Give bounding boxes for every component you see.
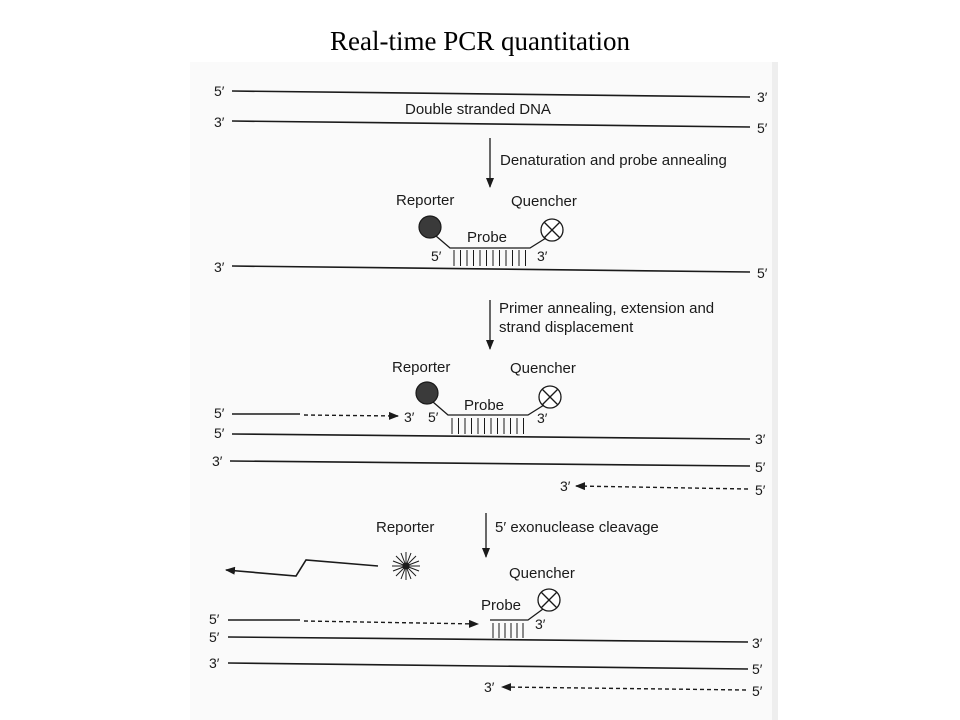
end-label: 3′	[214, 259, 225, 275]
end-label: 3′	[757, 89, 768, 105]
section-primer-extension	[212, 359, 766, 498]
template-strand	[228, 637, 748, 642]
end-label: 3′	[537, 410, 548, 426]
end-label: 5′	[752, 661, 763, 677]
reporter-dye-icon	[419, 216, 441, 238]
step-exonuclease-label: 5′ exonuclease cleavage	[495, 519, 659, 536]
quencher-icon	[538, 589, 560, 611]
end-label: 5′	[755, 482, 766, 498]
step-primer-annealing-label: Primer annealing, extension and	[499, 300, 715, 317]
end-label: 3′	[560, 478, 571, 494]
extension-arrow-icon	[304, 621, 478, 624]
probe-hybridization-ticks	[452, 418, 524, 434]
quencher-label: Quencher	[509, 565, 575, 582]
probe-label: Probe	[464, 397, 505, 414]
end-label: 5′	[752, 683, 763, 699]
end-label: 3′	[755, 431, 766, 447]
quencher-label: Quencher	[511, 193, 577, 210]
double-stranded-dna-label: Double stranded DNA	[405, 101, 551, 118]
end-label: 3′	[212, 453, 223, 469]
end-label: 3′	[209, 655, 220, 671]
reverse-primer-arrow-icon	[502, 687, 746, 690]
probe-hybridization-ticks	[454, 250, 526, 266]
end-label: 5′	[757, 265, 768, 281]
end-label: 5′	[214, 425, 225, 441]
end-label: 5′	[431, 248, 442, 264]
reverse-primer-arrow-icon	[576, 486, 748, 489]
end-label: 3′	[484, 679, 495, 695]
step-denaturation-label: Denaturation and probe annealing	[500, 152, 727, 169]
end-label: 5′	[209, 611, 220, 627]
template-strand	[230, 461, 750, 466]
end-label: 3′	[537, 248, 548, 264]
section-double-stranded-dna	[214, 83, 768, 136]
reporter-dye-icon	[416, 382, 438, 404]
probe-hybridization-ticks	[493, 623, 523, 638]
released-reporter-icon	[392, 552, 420, 580]
dna-strand-bottom	[232, 121, 750, 127]
step-strand-displacement-label: strand displacement	[499, 319, 634, 336]
end-label: 5′	[214, 83, 225, 99]
reporter-label: Reporter	[396, 192, 455, 209]
quencher-icon	[539, 386, 561, 408]
probe-label: Probe	[467, 229, 508, 246]
reporter-label: Reporter	[392, 359, 451, 376]
quencher-label: Quencher	[510, 360, 576, 377]
end-label: 3′	[752, 635, 763, 651]
quencher-icon	[541, 219, 563, 241]
template-strand	[232, 434, 750, 439]
end-label: 5′	[757, 120, 768, 136]
end-label: 3′	[404, 409, 415, 425]
end-label: 3′	[214, 114, 225, 130]
template-strand	[232, 266, 750, 272]
probe-label: Probe	[481, 597, 522, 614]
dna-strand-top	[232, 91, 750, 97]
end-label: 5′	[428, 409, 439, 425]
end-label: 5′	[209, 629, 220, 645]
end-label: 3′	[535, 616, 546, 632]
section-probe-annealing	[214, 192, 768, 281]
released-fragment-arrow-icon	[226, 560, 378, 576]
template-strand	[228, 663, 748, 669]
reporter-label: Reporter	[376, 519, 435, 536]
end-label: 5′	[755, 459, 766, 475]
page-title: Real-time PCR quantitation	[330, 26, 630, 56]
extension-arrow-icon	[304, 415, 398, 416]
end-label: 5′	[214, 405, 225, 421]
